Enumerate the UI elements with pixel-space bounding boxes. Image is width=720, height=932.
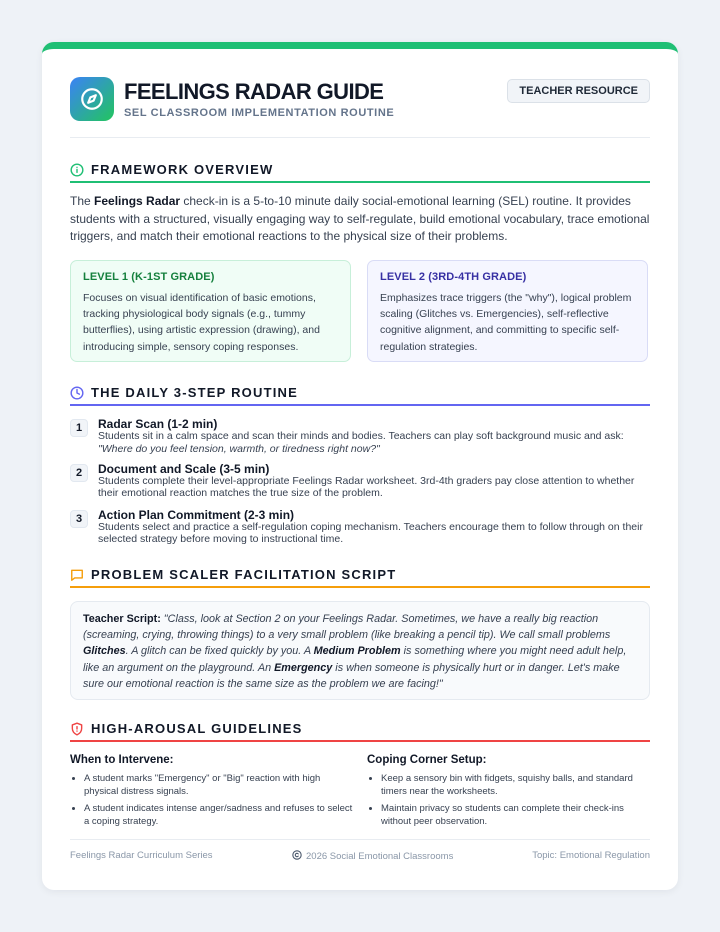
step-description: Students select and practice a self-regulation coping mechanism. Teachers encourage them to follow through on their selected strategy before moving to instructional time. xyxy=(98,521,643,545)
compass-icon xyxy=(70,77,114,121)
level-2-title: LEVEL 2 (3RD-4TH GRADE) xyxy=(380,271,527,283)
list-item: • A student marks "Emergency" or "Big" reaction with high physical distress signals. xyxy=(84,772,353,798)
step-title: Action Plan Commitment (2-3 min) xyxy=(98,508,295,522)
step-title: Document and Scale (3-5 min) xyxy=(98,462,270,476)
step-number: 3 xyxy=(70,510,88,528)
level-2-card xyxy=(367,260,648,362)
list-item: • Maintain privacy so students can complete their check-ins without peer observation. xyxy=(381,802,650,828)
section-divider xyxy=(70,181,650,183)
info-circle-icon xyxy=(70,163,84,182)
level-1-card xyxy=(70,260,351,362)
header xyxy=(70,77,650,138)
page xyxy=(42,42,678,890)
step-quote: "Where do you feel tension, warmth, or tiredness right now?" xyxy=(98,443,380,455)
section-title: THE DAILY 3-STEP ROUTINE xyxy=(91,385,298,400)
shield-alert-icon xyxy=(70,722,84,741)
list-item: • Keep a sensory bin with fidgets, squishy balls, and standard timers near the worksheets. xyxy=(381,772,650,798)
feelings-radar-term: Feelings Radar xyxy=(94,194,181,208)
coping-corner-column xyxy=(367,754,650,832)
section-title: FRAMEWORK OVERVIEW xyxy=(91,162,274,177)
teacher-resource-badge: TEACHER RESOURCE xyxy=(507,79,650,103)
section-divider xyxy=(70,586,650,588)
when-to-intervene-column xyxy=(70,754,353,832)
footer-topic: Topic: Emotional Regulation xyxy=(532,850,650,861)
page-title: FEELINGS RADAR GUIDE xyxy=(124,79,384,104)
level-1-title: LEVEL 1 (K-1ST GRADE) xyxy=(83,271,215,283)
clock-icon xyxy=(70,386,84,405)
message-square-icon xyxy=(70,568,84,587)
overview-paragraph: The Feelings Radar check-in is a 5-to-10 minute daily social-emotional learning (SEL) routine. It provides students with a structured, visually engaging way to self-regulate, build emotional vocabulary, trace emotional triggers, and match their emotional reactions to the physical size of their problems. xyxy=(70,194,650,243)
step-description: Students sit in a calm space and scan their minds and bodies. Teachers can play soft background music and ask: xyxy=(98,430,624,442)
column-title: When to Intervene: xyxy=(70,754,174,766)
step-number: 1 xyxy=(70,419,88,437)
step-number: 2 xyxy=(70,464,88,482)
page-subtitle: SEL CLASSROOM IMPLEMENTATION ROUTINE xyxy=(124,107,395,119)
step-description: Students complete their level-appropriate Feelings Radar worksheet. 3rd-4th graders pay close attention to whether their emotional reaction matches the true size of the problem. xyxy=(98,475,635,499)
medium-problem-term: Medium Problem xyxy=(313,645,401,658)
level-1-body: Focuses on visual identification of basic emotions, tracking physiological body signals (e.g., tummy butterflies), using artistic expression (drawing), and introducing simple, sensory coping responses. xyxy=(83,292,320,353)
section-divider xyxy=(70,740,650,742)
section-title: HIGH-AROUSAL GUIDELINES xyxy=(91,721,303,736)
glitches-term: Glitches xyxy=(83,645,126,658)
footer-series: Feelings Radar Curriculum Series xyxy=(70,850,213,861)
column-title: Coping Corner Setup: xyxy=(367,754,487,766)
footer-copyright: 2026 Social Emotional Classrooms xyxy=(292,850,453,863)
list-item: • A student indicates intense anger/sadness and refuses to select a coping strategy. xyxy=(84,802,353,828)
teacher-script-box: Teacher Script: "Class, look at Section 2 on your Feelings Radar. Sometimes, we have a really big reaction (screaming, crying, throwing things) to a very small problem (like breaking a pencil tip). We call small problems Glitches. A glitch can be fixed quickly by you. A Medium Problem is something where you might need adult help, like an argument on the playground. An Emergency is when someone is physically hurt or in danger. Let's make sure our emotional reaction is the same size as the problem we are facing!" xyxy=(70,601,650,700)
copyright-icon xyxy=(292,850,302,863)
footer xyxy=(70,839,650,868)
emergency-term: Emergency xyxy=(274,661,333,674)
section-divider xyxy=(70,404,650,406)
step-title: Radar Scan (1-2 min) xyxy=(98,417,218,431)
section-title: PROBLEM SCALER FACILITATION SCRIPT xyxy=(91,567,397,582)
teacher-script-label: Teacher Script: xyxy=(83,613,161,625)
level-2-body: Emphasizes trace triggers (the "why"), logical problem scaling (Glitches vs. Emergencies), self-reflective cognitive alignment, and committing to specific self-regulation strategies. xyxy=(380,292,632,353)
